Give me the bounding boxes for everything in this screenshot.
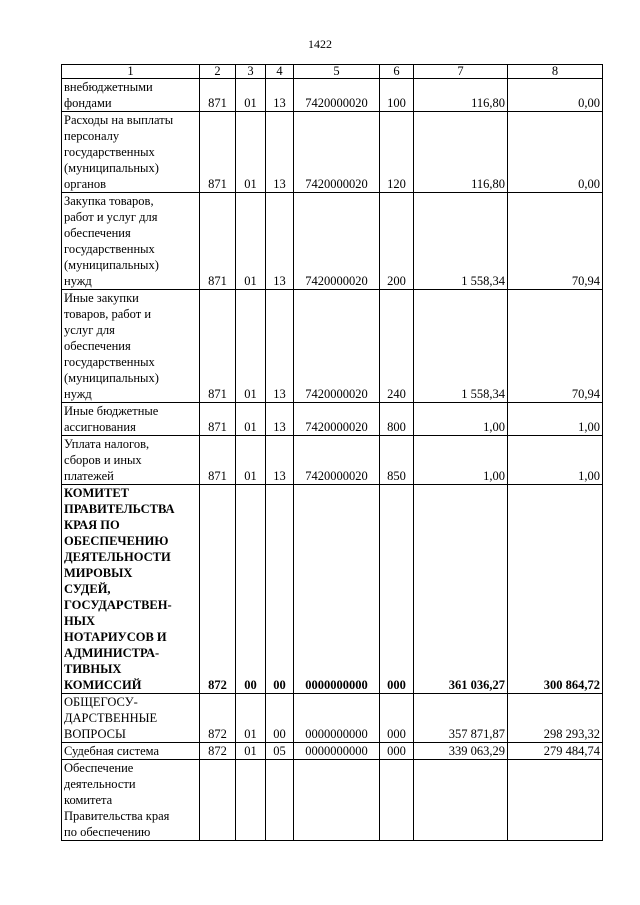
cell-code-col2: 871: [200, 193, 236, 290]
cell-code-col3: 01: [236, 743, 266, 760]
cell-amount-col8: 1,00: [508, 403, 603, 436]
table-row: [62, 743, 603, 760]
column-header: 6: [380, 65, 414, 79]
cell-amount-col8: 0,00: [508, 79, 603, 112]
table-row: [62, 79, 603, 112]
cell-code-col2: 871: [200, 403, 236, 436]
cell-code-col2: 872: [200, 743, 236, 760]
cell-code-col4: 13: [266, 403, 294, 436]
cell-code-col5: 7420000020: [294, 112, 380, 193]
cell-code-col3: [236, 760, 266, 841]
cell-code-col5: 7420000020: [294, 403, 380, 436]
column-header: 4: [266, 65, 294, 79]
cell-amount-col7: 116,80: [414, 112, 508, 193]
cell-code-col5: 7420000020: [294, 79, 380, 112]
table-row: [62, 694, 603, 743]
row-name: КОМИТЕТ ПРАВИТЕЛЬСТВА КРАЯ ПО ОБЕСПЕЧЕНИЮ ДЕЯТЕЛЬНОСТИ МИРОВЫХ СУДЕЙ, ГОСУДАРСТВЕН- НЫХ НОТАРИУСОВ И АДМИНИСТРА- ТИВНЫХ КОМИССИЙ: [62, 485, 200, 694]
cell-code-col6: 800: [380, 403, 414, 436]
cell-amount-col8: 0,00: [508, 112, 603, 193]
cell-code-col5: 0000000000: [294, 485, 380, 694]
cell-amount-col8: 70,94: [508, 193, 603, 290]
cell-amount-col7: 357 871,87: [414, 694, 508, 743]
row-name: Иные закупки товаров, работ и услуг для обеспечения государственных (муниципальных) нужд: [62, 290, 200, 403]
cell-code-col2: 871: [200, 290, 236, 403]
cell-code-col5: 7420000020: [294, 436, 380, 485]
cell-code-col6: 000: [380, 743, 414, 760]
row-name: ОБЩЕГОСУ- ДАРСТВЕННЫЕ ВОПРОСЫ: [62, 694, 200, 743]
cell-code-col4: 13: [266, 193, 294, 290]
row-name: Закупка товаров, работ и услуг для обеспечения государственных (муниципальных) нужд: [62, 193, 200, 290]
cell-code-col5: 0000000000: [294, 743, 380, 760]
table-row: [62, 290, 603, 403]
cell-amount-col7: 116,80: [414, 79, 508, 112]
cell-code-col2: 871: [200, 112, 236, 193]
cell-code-col3: 01: [236, 193, 266, 290]
cell-code-col6: 000: [380, 485, 414, 694]
row-name: Иные бюджетные ассигнования: [62, 403, 200, 436]
cell-code-col3: 01: [236, 694, 266, 743]
cell-code-col2: [200, 760, 236, 841]
page-number: 1422: [308, 37, 332, 51]
cell-code-col4: [266, 760, 294, 841]
cell-amount-col7: 1,00: [414, 436, 508, 485]
cell-code-col5: [294, 760, 380, 841]
cell-code-col6: 120: [380, 112, 414, 193]
row-name: Судебная система: [62, 743, 200, 760]
column-header: 1: [62, 65, 200, 79]
cell-code-col6: [380, 760, 414, 841]
cell-code-col6: 000: [380, 694, 414, 743]
cell-code-col6: 100: [380, 79, 414, 112]
cell-code-col6: 240: [380, 290, 414, 403]
table-row: [62, 403, 603, 436]
table-row: [62, 193, 603, 290]
table-row: [62, 112, 603, 193]
cell-code-col4: 00: [266, 485, 294, 694]
column-header: 8: [508, 65, 603, 79]
cell-code-col5: 7420000020: [294, 290, 380, 403]
table-header-row: [62, 65, 603, 79]
column-header: 2: [200, 65, 236, 79]
row-name: Расходы на выплаты персоналу государственных (муниципальных) органов: [62, 112, 200, 193]
cell-code-col2: 872: [200, 485, 236, 694]
cell-amount-col8: 300 864,72: [508, 485, 603, 694]
cell-code-col2: 872: [200, 694, 236, 743]
cell-amount-col7: 339 063,29: [414, 743, 508, 760]
cell-amount-col8: [508, 760, 603, 841]
cell-code-col5: 0000000000: [294, 694, 380, 743]
column-header: 5: [294, 65, 380, 79]
cell-code-col4: 13: [266, 112, 294, 193]
cell-code-col2: 871: [200, 436, 236, 485]
cell-code-col2: 871: [200, 79, 236, 112]
cell-amount-col8: 70,94: [508, 290, 603, 403]
table-row-continued: [62, 760, 603, 841]
cell-code-col4: 13: [266, 79, 294, 112]
cell-amount-col8: 1,00: [508, 436, 603, 485]
column-header: 7: [414, 65, 508, 79]
cell-code-col3: 01: [236, 112, 266, 193]
cell-code-col6: 850: [380, 436, 414, 485]
cell-amount-col7: 1 558,34: [414, 290, 508, 403]
cell-code-col4: 13: [266, 436, 294, 485]
cell-amount-col7: 1,00: [414, 403, 508, 436]
row-name: Уплата налогов, сборов и иных платежей: [62, 436, 200, 485]
cell-code-col3: 01: [236, 436, 266, 485]
row-name: Обеспечение деятельности комитета Правительства края по обеспечению: [62, 760, 200, 841]
table-row: [62, 436, 603, 485]
cell-code-col5: 7420000020: [294, 193, 380, 290]
cell-code-col4: 13: [266, 290, 294, 403]
cell-amount-col8: 298 293,32: [508, 694, 603, 743]
cell-code-col4: 00: [266, 694, 294, 743]
cell-amount-col7: [414, 760, 508, 841]
cell-code-col3: 00: [236, 485, 266, 694]
cell-code-col3: 01: [236, 403, 266, 436]
cell-amount-col8: 279 484,74: [508, 743, 603, 760]
cell-amount-col7: 361 036,27: [414, 485, 508, 694]
cell-code-col4: 05: [266, 743, 294, 760]
cell-code-col6: 200: [380, 193, 414, 290]
budget-table: [61, 64, 603, 841]
cell-code-col3: 01: [236, 79, 266, 112]
table-row-department-total: [62, 485, 603, 694]
cell-amount-col7: 1 558,34: [414, 193, 508, 290]
column-header: 3: [236, 65, 266, 79]
row-name: внебюджетными фондами: [62, 79, 200, 112]
cell-code-col3: 01: [236, 290, 266, 403]
